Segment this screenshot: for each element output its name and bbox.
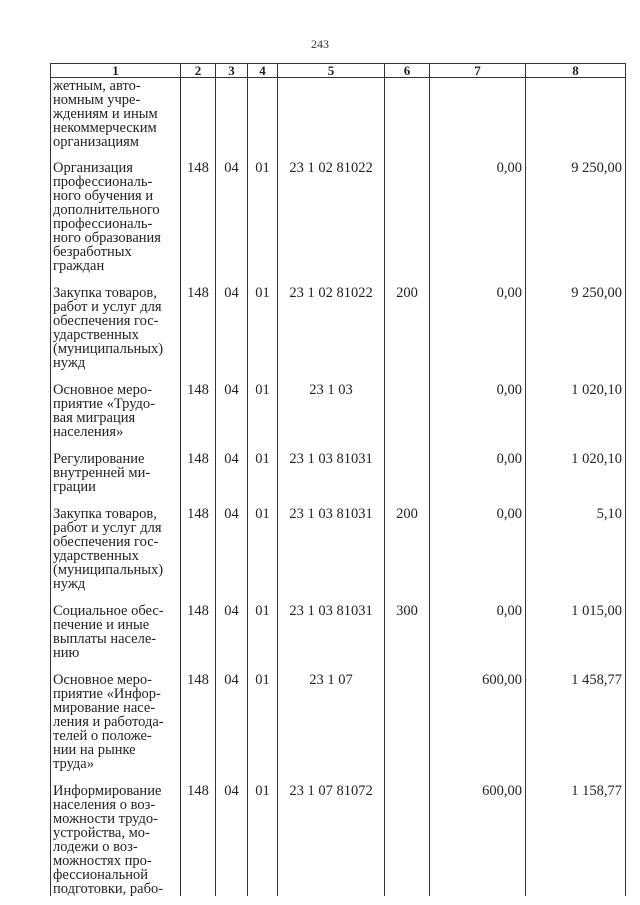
row-admin-code: 148	[181, 383, 216, 452]
table-body	[51, 78, 626, 897]
row-name-line: нужд	[53, 576, 86, 592]
row-section: 04	[216, 507, 248, 604]
budget-table	[50, 63, 626, 896]
table-row	[51, 383, 626, 452]
row-target-article: 23 1 02 81022	[278, 286, 385, 383]
header-col-6: 6	[385, 64, 430, 78]
row-amount-2: 9 250,00	[526, 286, 626, 383]
row-admin-code: 148	[181, 286, 216, 383]
row-name-line: ждениям и иным	[53, 106, 158, 122]
row-target-article	[278, 78, 385, 162]
row-amount-1: 0,00	[430, 452, 526, 507]
row-name-line: номным учре-	[53, 92, 141, 108]
row-expense-type	[385, 452, 430, 507]
row-amount-2	[526, 78, 626, 162]
row-name-line: некоммерческим	[53, 120, 157, 136]
row-name-line: жетным, авто-	[53, 78, 141, 94]
row-name-line: труда»	[53, 756, 94, 772]
row-name	[51, 604, 181, 673]
row-name-line: работ и услуг для	[53, 520, 162, 536]
table-row	[51, 784, 626, 896]
row-target-article: 23 1 02 81022	[278, 161, 385, 286]
row-name-line: Закупка товаров,	[53, 506, 157, 522]
row-name-line: внутренней ми-	[53, 465, 151, 481]
row-name-line: Информирование	[53, 783, 162, 799]
row-name-line: работ и услуг для	[53, 299, 162, 315]
row-subsection: 01	[248, 383, 278, 452]
row-name	[51, 452, 181, 507]
row-name-line: граждан	[53, 258, 105, 274]
row-name	[51, 383, 181, 452]
row-amount-1: 0,00	[430, 161, 526, 286]
row-admin-code: 148	[181, 452, 216, 507]
row-name-line: профессиональ-	[53, 174, 153, 190]
row-amount-1: 600,00	[430, 784, 526, 896]
row-name-line: (муниципальных)	[53, 562, 164, 578]
header-col-7: 7	[430, 64, 526, 78]
header-row	[51, 64, 626, 78]
row-name-line: приятие «Трудо-	[53, 396, 156, 412]
row-name-line: Закупка товаров,	[53, 285, 157, 301]
header-col-4: 4	[248, 64, 278, 78]
row-expense-type	[385, 784, 430, 896]
table-row	[51, 673, 626, 784]
row-name-line: печение и иные	[53, 617, 150, 633]
table-row	[51, 78, 626, 162]
row-target-article: 23 1 03 81031	[278, 507, 385, 604]
row-target-article: 23 1 03	[278, 383, 385, 452]
table-row	[51, 604, 626, 673]
row-target-article: 23 1 07	[278, 673, 385, 784]
row-amount-2: 1 458,77	[526, 673, 626, 784]
row-admin-code: 148	[181, 784, 216, 896]
row-name-line: устройства, мо-	[53, 825, 150, 841]
row-name-line: безработных	[53, 244, 132, 260]
header-col-1: 1	[51, 64, 181, 78]
header-col-5: 5	[278, 64, 385, 78]
row-name-line: фессиональной	[53, 867, 149, 883]
row-name-line: приятие «Инфор-	[53, 686, 161, 702]
row-name-line: можностях про-	[53, 853, 152, 869]
row-name-line: вая миграция	[53, 410, 136, 426]
row-amount-2: 9 250,00	[526, 161, 626, 286]
row-amount-1: 0,00	[430, 507, 526, 604]
row-name-line: нужд	[53, 355, 86, 371]
row-target-article: 23 1 03 81031	[278, 604, 385, 673]
row-admin-code: 148	[181, 673, 216, 784]
row-name	[51, 78, 181, 162]
row-name-line: выплаты населе-	[53, 631, 157, 647]
row-expense-type	[385, 161, 430, 286]
row-name-line: грации	[53, 479, 96, 495]
row-amount-1: 0,00	[430, 383, 526, 452]
row-subsection: 01	[248, 286, 278, 383]
row-name	[51, 161, 181, 286]
row-expense-type: 300	[385, 604, 430, 673]
row-name	[51, 286, 181, 383]
row-amount-2: 1 158,77	[526, 784, 626, 896]
row-admin-code: 148	[181, 507, 216, 604]
row-name-line: ного образования	[53, 230, 161, 246]
row-expense-type	[385, 383, 430, 452]
row-name	[51, 507, 181, 604]
table-row	[51, 161, 626, 286]
row-name	[51, 673, 181, 784]
row-name-line: Основное меро-	[53, 672, 152, 688]
row-amount-2: 1 015,00	[526, 604, 626, 673]
row-name-line: населения»	[53, 424, 124, 440]
row-section	[216, 78, 248, 162]
row-amount-1: 0,00	[430, 604, 526, 673]
row-admin-code	[181, 78, 216, 162]
row-amount-1	[430, 78, 526, 162]
header-col-2: 2	[181, 64, 216, 78]
row-name-line: Социальное обес-	[53, 603, 164, 619]
row-expense-type	[385, 673, 430, 784]
row-expense-type	[385, 78, 430, 162]
row-admin-code: 148	[181, 604, 216, 673]
row-name-line: (муниципальных)	[53, 341, 164, 357]
row-section: 04	[216, 452, 248, 507]
row-section: 04	[216, 673, 248, 784]
row-amount-1: 600,00	[430, 673, 526, 784]
row-name-line: можности трудо-	[53, 811, 158, 827]
row-name-line: ного обучения и	[53, 188, 154, 204]
page-number: 243	[311, 37, 329, 51]
row-subsection: 01	[248, 161, 278, 286]
table-row	[51, 452, 626, 507]
row-name-line: дополнительного	[53, 202, 160, 218]
row-name-line: телей о положе-	[53, 728, 152, 744]
row-name-line: ления и работода-	[53, 714, 164, 730]
row-name-line: Регулирование	[53, 451, 145, 467]
row-amount-2: 1 020,10	[526, 452, 626, 507]
row-name-line: профессиональ-	[53, 216, 153, 232]
row-subsection: 01	[248, 507, 278, 604]
header-col-3: 3	[216, 64, 248, 78]
row-name-line: нию	[53, 645, 80, 661]
row-name-line: нии на рынке	[53, 742, 136, 758]
row-section: 04	[216, 784, 248, 896]
table-row	[51, 507, 626, 604]
row-expense-type: 200	[385, 286, 430, 383]
header-col-8: 8	[526, 64, 626, 78]
row-section: 04	[216, 161, 248, 286]
row-name-line: ударственных	[53, 548, 139, 564]
row-amount-1: 0,00	[430, 286, 526, 383]
row-name-line: Организация	[53, 160, 133, 176]
row-name	[51, 784, 181, 896]
row-amount-2: 5,10	[526, 507, 626, 604]
row-section: 04	[216, 383, 248, 452]
row-subsection	[248, 78, 278, 162]
row-target-article: 23 1 07 81072	[278, 784, 385, 896]
row-name-line: обеспечения гос-	[53, 313, 159, 329]
row-subsection: 01	[248, 452, 278, 507]
row-target-article: 23 1 03 81031	[278, 452, 385, 507]
row-admin-code: 148	[181, 161, 216, 286]
row-amount-2: 1 020,10	[526, 383, 626, 452]
row-section: 04	[216, 604, 248, 673]
row-expense-type: 200	[385, 507, 430, 604]
row-name-line: лодежи о воз-	[53, 839, 138, 855]
row-subsection: 01	[248, 673, 278, 784]
row-section: 04	[216, 286, 248, 383]
row-subsection: 01	[248, 604, 278, 673]
row-name-line: Основное меро-	[53, 382, 152, 398]
row-name-line: подготовки, рабо-	[53, 881, 164, 897]
row-subsection: 01	[248, 784, 278, 896]
table-row	[51, 286, 626, 383]
row-name-line: ударственных	[53, 327, 139, 343]
row-name-line: мирование насе-	[53, 700, 156, 716]
row-name-line: населения о воз-	[53, 797, 156, 813]
row-name-line: обеспечения гос-	[53, 534, 159, 550]
row-name-line: организациям	[53, 134, 139, 150]
